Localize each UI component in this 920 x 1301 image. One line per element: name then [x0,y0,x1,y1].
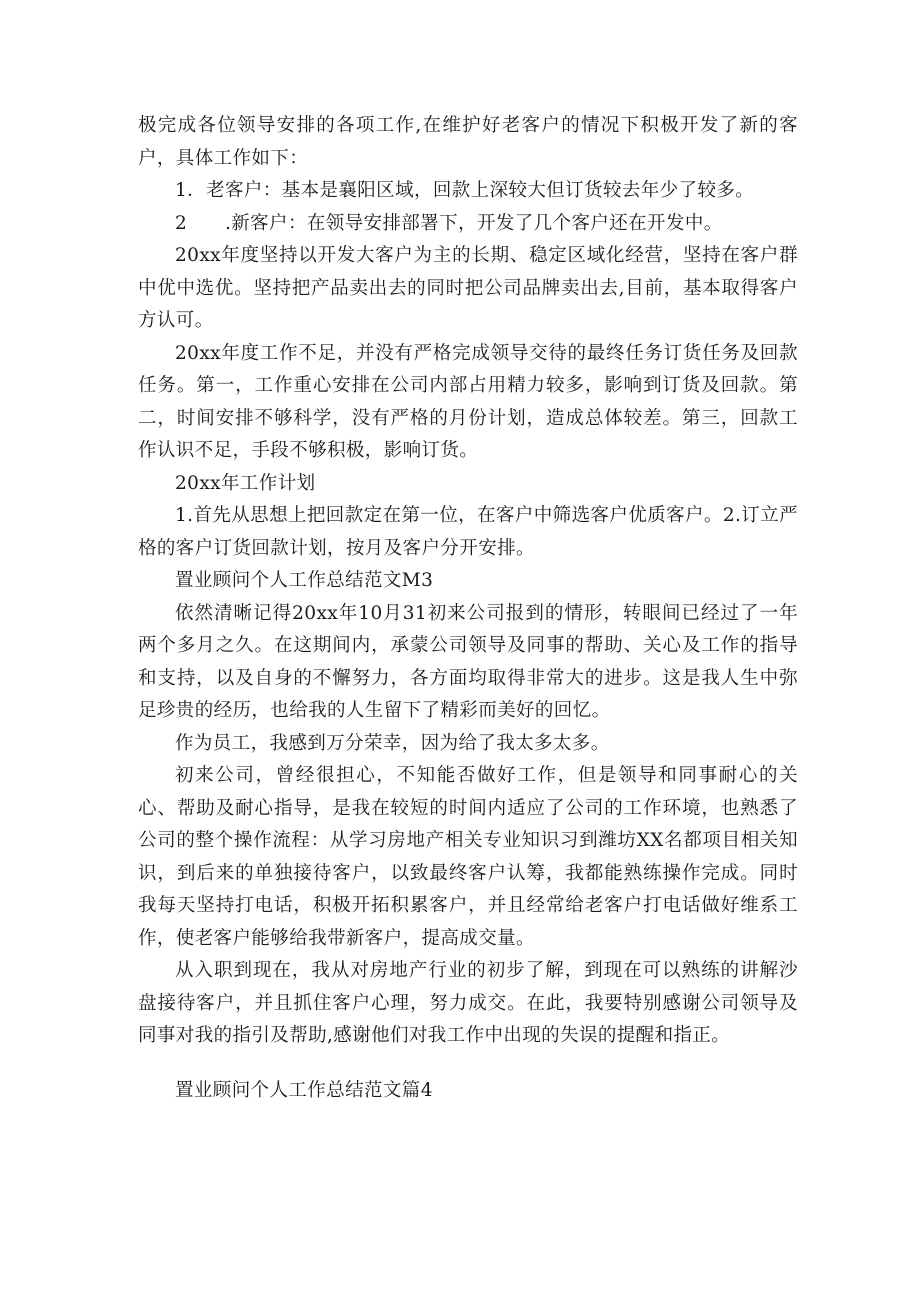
section-heading-article-4: 置业顾问个人工作总结范文篇4 [175,1079,433,1101]
list-item-new-customers: 2 .新客户：在领导安排部署下，开发了几个客户还在开发中。 [175,212,723,234]
section-heading-article-3: 置业顾问个人工作总结范文M3 [175,570,434,591]
paragraph: 20xx年度工作不足，并没有严格完成领导交待的最终任务订货任务及回款任务。第一，工作重心安排在公司内部占用精力较多，影响到订货及回款。第二，时间安排不够科学，没有严格的月份计划，造成总体较差。第三，回款工作认识不足，手段不够积极，影响订货。 [138,342,798,461]
document-body [138,110,798,1107]
paragraph: 从入职到现在，我从对房地产行业的初步了解，到现在可以熟练的讲解沙盘接待客户，并且抓住客户心理，努力成交。在此，我要特别感谢公司领导及同事对我的指引及帮助,感谢他们对我工作中出现的失误的提醒和指正。 [138,960,798,1046]
paragraph: 极完成各位领导安排的各项工作,在维护好老客户的情况下积极开发了新的客户，具体工作如下： [138,115,798,169]
paragraph: 20xx年度坚持以开发大客户为主的长期、稳定区域化经营，坚持在客户群中优中选优。坚持把产品卖出去的同时把公司品牌卖出去,目前，基本取得客户方认可。 [138,245,798,331]
paragraph: 依然清晰记得20xx年10月31初来公司报到的情形，转眼间已经过了一年两个多月之久。在这期间内，承蒙公司领导及同事的帮助、关心及工作的指导和支持，以及自身的不懈努力，各方面均取得非常大的进步。这是我人生中弥足珍贵的经历，也给我的人生留下了精彩而美好的回忆。 [138,602,798,721]
paragraph: 作为员工，我感到万分荣幸，因为给了我太多太多。 [175,732,610,754]
paragraph: 初来公司，曾经很担心，不知能否做好工作，但是领导和同事耐心的关心、帮助及耐心指导，是我在较短的时间内适应了公司的工作环境，也熟悉了公司的整个操作流程：从学习房地产相关专业知识习到潍坊XX名都项目相关知识，到后来的单独接待客户，以致最终客户认筹，我都能熟练操作完成。同时我每天坚持打电话，积极开拓积累客户，并且经常给老客户打电话做好维系工作，使老客户能够给我带新客户，提高成交量。 [138,765,798,949]
paragraph: 1.首先从思想上把回款定在第一位，在客户中筛选客户优质客户。2.订立严格的客户订货回款计划，按月及客户分开安排。 [138,505,798,559]
section-heading-work-plan: 20xx年工作计划 [175,472,316,494]
list-item-old-customers: 1．老客户：基本是襄阳区域，回款上深较大但订货较去年少了较多。 [175,180,755,201]
